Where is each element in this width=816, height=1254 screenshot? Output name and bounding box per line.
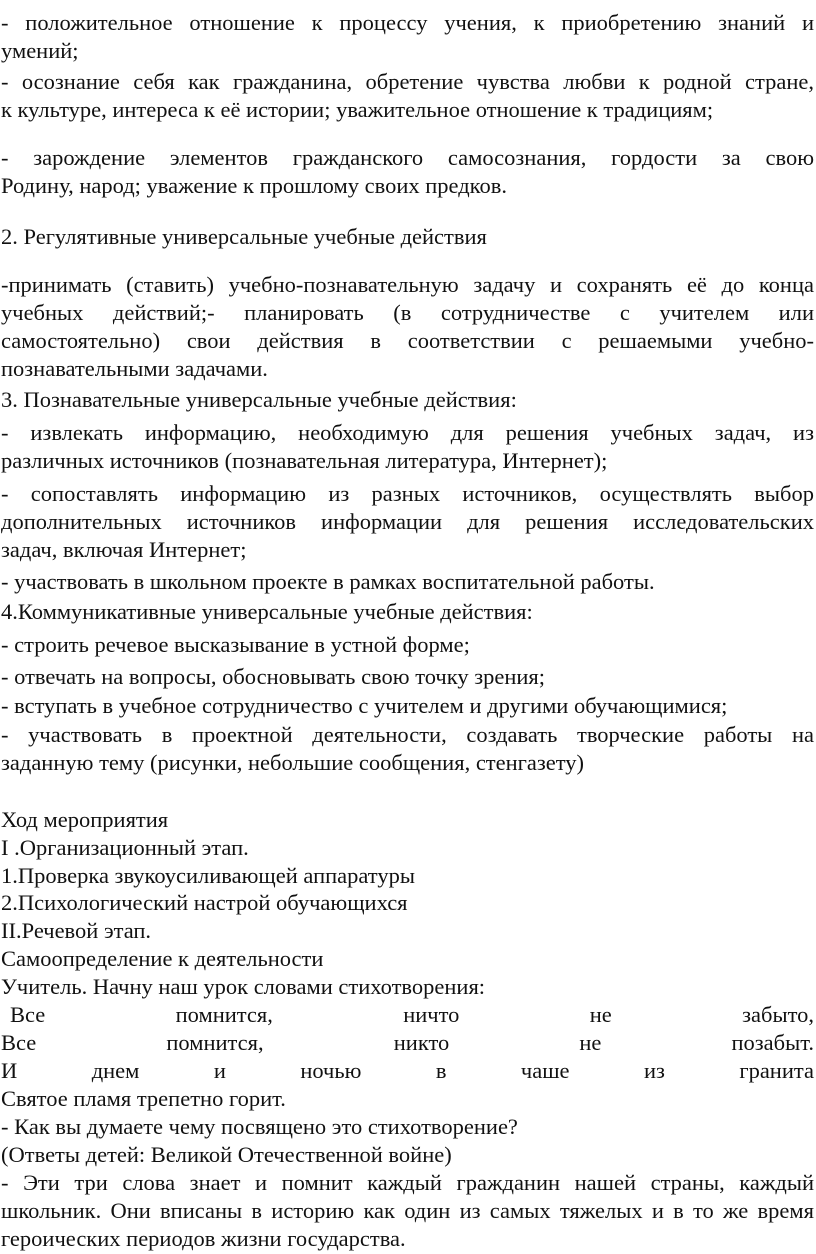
text-line: заданную тему (рисунки, небольшие сообщения, стенгазету) — [1, 750, 585, 775]
text-line: - Как вы думаете чему посвящено это стихотворение? — [1, 1114, 518, 1139]
section-heading: 2. Регулятивные универсальные учебные действия — [1, 224, 487, 249]
text-line: - положительное отношение к процессу учения, к приобретению знаний и — [1, 10, 814, 35]
text-line: дополнительных источников информации для решения исследовательских — [1, 509, 814, 534]
text-line: Самоопределение к деятельности — [1, 946, 324, 971]
section-heading: 3. Познавательные универсальные учебные действия: — [1, 387, 517, 412]
text-line: - зарождение элементов гражданского самосознания, гордости за свою — [1, 145, 814, 170]
text-line: самостоятельно) свои действия в соответствии с решаемыми учебно- — [1, 328, 814, 353]
poem-line: Святое пламя трепетно горит. — [1, 1086, 286, 1111]
text-line: - сопоставлять информацию из разных источников, осуществлять выбор — [1, 481, 814, 506]
text-line: 1.Проверка звукоусиливающей аппаратуры — [1, 863, 415, 888]
text-line: задач, включая Интернет; — [1, 537, 247, 562]
text-line: -принимать (ставить) учебно-познавательную задачу и сохранять её до конца — [1, 272, 814, 297]
text-line: Родину, народ; уважение к прошлому своих предков. — [1, 173, 507, 198]
text-line: Учитель. Начну наш урок словами стихотворения: — [1, 974, 486, 999]
text-line: к культуре, интереса к её истории; уважительное отношение к традициям; — [1, 97, 714, 122]
text-line: 2.Психологический настрой обучающихся — [1, 890, 408, 915]
text-line: - участвовать в проектной деятельности, создавать творческие работы на — [1, 722, 814, 747]
text-line: познавательными задачами. — [1, 356, 268, 381]
text-line: - вступать в учебное сотрудничество с учителем и другими обучающимися; — [1, 693, 728, 718]
text-line: I .Организационный этап. — [1, 835, 249, 860]
text-line: учебных действий;- планировать (в сотрудничестве с учителем или — [1, 300, 814, 325]
text-line: II.Речевой этап. — [1, 918, 152, 943]
section-heading: Ход мероприятия — [1, 807, 169, 832]
text-line: умений; — [1, 38, 79, 63]
section-heading: 4.Коммуникативные универсальные учебные действия: — [1, 599, 533, 624]
text-line: - участвовать в школьном проекте в рамках воспитательной работы. — [1, 569, 655, 594]
text-line: школьник. Они вписаны в историю как один из самых тяжелых и в то же время — [1, 1198, 814, 1223]
poem-line: Все помнится, никто не позабыт. — [1, 1030, 814, 1055]
text-line: - осознание себя как гражданина, обретение чувства любви к родной стране, — [1, 69, 814, 94]
text-line: - Эти три слова знает и помнит каждый гражданин нашей страны, каждый — [1, 1170, 814, 1195]
text-line: героических периодов жизни государства. — [1, 1226, 406, 1251]
text-line: - извлекать информацию, необходимую для решения учебных задач, из — [1, 420, 814, 445]
poem-line: Все помнится, ничто не забыто, — [10, 1002, 814, 1027]
poem-line: И днем и ночью в чаше из гранита — [1, 1058, 814, 1083]
text-line: (Ответы детей: Великой Отечественной войне) — [1, 1142, 452, 1167]
text-line: - строить речевое высказывание в устной форме; — [1, 632, 470, 657]
text-line: - отвечать на вопросы, обосновывать свою точку зрения; — [1, 664, 546, 689]
text-line: различных источников (познавательная литература, Интернет); — [1, 448, 608, 473]
